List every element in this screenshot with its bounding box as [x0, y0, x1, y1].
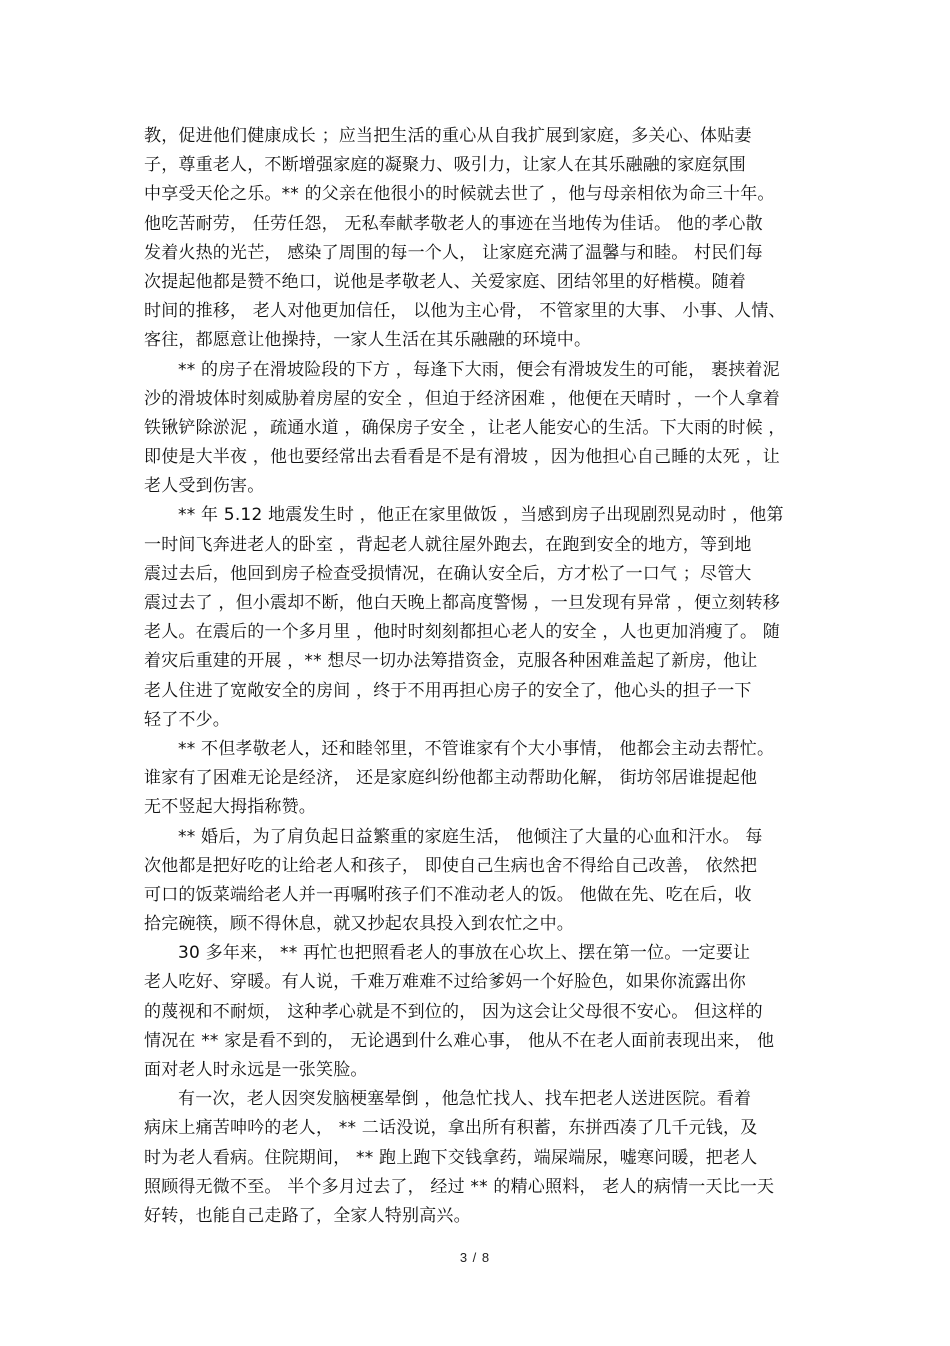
paragraph	[144, 1085, 809, 1231]
text-line: ** 年 5.12 地震发生时 ，他正在家里做饭 ，当感到房子出现剧烈晃动时 ，他第	[178, 505, 784, 526]
page-number: 3 / 8	[459, 1250, 491, 1265]
text-line: 时为老人看病。住院期间， ** 跑上跑下交钱拿药，端屎端尿，嘘寒问暖，把老人	[144, 1147, 758, 1168]
text-line: 着灾后重建的开展 ，** 想尽一切办法筹措资金，克服各种困难盖起了新房，他让	[144, 651, 758, 672]
text-line: 照顾得无微不至。 半个多月过去了， 经过 ** 的精心照料， 老人的病情一天比一天	[144, 1176, 775, 1197]
text-line: 沙的滑坡体时刻威胁着房屋的安全 ，但迫于经济困难 ，他便在天晴时 ，一个人拿着	[144, 388, 781, 409]
text-line: 时间的推移， 老人对他更加信任， 以他为主心骨， 不管家里的大事、 小事、人情、	[144, 301, 786, 322]
paragraph	[144, 501, 809, 735]
text-line: 子，尊重老人，不断增强家庭的凝聚力、吸引力，让家人在其乐融融的家庭氛围	[144, 155, 746, 176]
text-line: 客往，都愿意让他操持，一家人生活在其乐融融的环境中。	[144, 330, 592, 351]
text-line: 铁锹铲除淤泥 ，疏通水道 ，确保房子安全 ，让老人能安心的生活。下大雨的时候 ，	[144, 417, 786, 438]
text-line: 谁家有了困难无论是经济， 还是家庭纠纷他都主动帮助化解， 街坊邻居谁提起他	[144, 768, 758, 789]
text-line: 30 多年来， ** 再忙也把照看老人的事放在心坎上、摆在第一位。一定要让	[178, 943, 751, 964]
text-line: 面对老人时永远是一张笑脸。	[144, 1060, 368, 1080]
text-line: 情况在 ** 家是看不到的， 无论遇到什么难心事， 他从不在老人面前表现出来， 他	[144, 1030, 775, 1051]
text-line: 轻了不少。	[144, 709, 230, 730]
text-line: 老人住进了宽敞安全的房间 ，终于不用再担心房子的安全了，他心头的担子一下	[144, 680, 752, 701]
text-line: 次提起他都是赞不绝口，说他是孝敬老人、关爱家庭、团结邻里的好楷模。随着	[144, 271, 746, 292]
text-line: ** 婚后，为了肩负起日益繁重的家庭生活， 他倾注了大量的心血和汗水。 每	[178, 826, 763, 847]
text-line: 即使是大半夜 ，他也要经常出去看看是不是有滑坡 ，因为他担心自己睡的太死 ，让	[144, 447, 781, 468]
text-line: 教，促进他们健康成长 ；应当把生活的重心从自我扩展到家庭，多关心、体贴妻	[144, 126, 752, 146]
text-line: 震过去后，他回到房子检查受损情况，在确认安全后，方才松了一口气 ；尽管大	[144, 563, 752, 584]
text-line: 震过去了 ，但小震却不断，他白天晚上都高度警惕 ，一旦发现有异常 ，便立刻转移	[144, 593, 781, 613]
text-line: 病床上痛苦呻吟的老人， ** 二话没说，拿出所有积蓄，东拼西凑了几千元钱，及	[144, 1118, 758, 1139]
document-body	[144, 122, 809, 1231]
text-line: 他吃苦耐劳， 任劳任怨， 无私奉献孝敬老人的事迹在当地传为佳话。 他的孝心散	[144, 213, 763, 234]
text-line: 老人。在震后的一个多月里 ，他时时刻刻都担心老人的安全 ，人也更加消瘦了。 随	[144, 622, 781, 643]
text-line: ** 的房子在滑坡险段的下方 ，每逢下大雨，便会有滑坡发生的可能， 裹挟着泥	[178, 359, 780, 380]
text-line: 拾完碗筷，顾不得休息，就又抄起农具投入到农忙之中。	[144, 914, 574, 935]
text-line: 的蔑视和不耐烦， 这种孝心就是不到位的， 因为这会让父母很不安心。 但这样的	[144, 1001, 763, 1022]
text-line: 次他都是把好吃的让给老人和孩子， 即使自己生病也舍不得给自己改善， 依然把	[144, 855, 758, 876]
text-line: 中享受天伦之乐。** 的父亲在他很小的时候就去世了 ，他与母亲相依为命三十年。	[144, 184, 775, 205]
text-line: 无不竖起大拇指称赞。	[144, 797, 316, 818]
paragraph	[144, 735, 809, 823]
paragraph	[144, 823, 809, 940]
text-line: 老人受到伤害。	[144, 476, 265, 497]
text-line: 好转，也能自己走路了，全家人特别高兴。	[144, 1205, 471, 1226]
text-line: 有一次，老人因突发脑梗塞晕倒 ，他急忙找人、找车把老人送进医院。看着	[178, 1089, 752, 1110]
text-line: ** 不但孝敬老人，还和睦邻里，不管谁家有个大小事情， 他都会主动去帮忙。	[178, 738, 775, 759]
paragraph	[144, 122, 809, 356]
paragraph	[144, 939, 809, 1085]
text-line: 发着火热的光芒， 感染了周围的每一个人， 让家庭充满了温馨与和睦。 村民们每	[144, 242, 763, 263]
text-line: 一时间飞奔进老人的卧室 ，背起老人就往屋外跑去，在跑到安全的地方，等到地	[144, 534, 752, 555]
text-line: 老人吃好、穿暖。有人说，千难万难难不过给爹妈一个好脸色，如果你流露出你	[144, 972, 746, 993]
paragraph	[144, 356, 809, 502]
text-line: 可口的饭菜端给老人并一再嘱咐孩子们不准动老人的饭。 他做在先、吃在后，收	[144, 884, 752, 905]
